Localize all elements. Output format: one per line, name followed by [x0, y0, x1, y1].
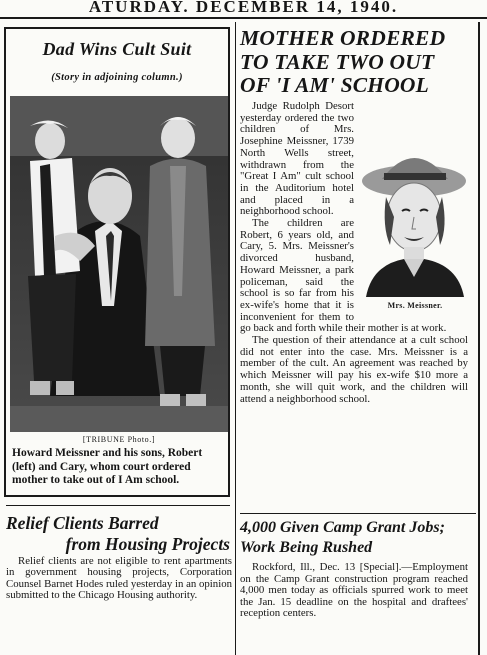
masthead-rule: [0, 17, 487, 19]
left-column-rule: [6, 505, 230, 506]
column-divider: [235, 22, 236, 655]
relief-headline-line-1: Relief Clients Barred: [6, 513, 159, 533]
portrait-caption: Mrs. Meissner.: [387, 301, 443, 310]
main-headline-line-1: MOTHER ORDERED: [240, 26, 446, 50]
relief-story-body: Relief clients are not eligible to rent apartments in government housing projects, Corporation Counsel Barnet Hodes ruled yesterday in an opinion submitted to the Chicago Housing authority.: [6, 555, 232, 602]
main-story-paragraph-1: Judge Rudolph Desort yesterday ordered the two children of Mrs. Josephine Meissner, 1739 North Wells street, withdrawn from the "Great I Am" cult school in the Auditorium hotel and placed in a neighborhood school.: [240, 100, 354, 218]
relief-headline-line-2: from Housing Projects: [65, 534, 230, 554]
main-headline-line-2: TO TAKE TWO OUT: [240, 49, 435, 74]
masthead-date-line: ATURDAY. DECEMBER 14, 1940.: [88, 0, 399, 16]
photo-caption: Howard Meissner and his sons, Robert (left) and Cary, whom court ordered mother to take out of I Am school.: [12, 447, 203, 486]
camp-story-body: Rockford, Ill., Dec. 13 [Special].—Employment on the Camp Grant construction program reached 4,000 men today as officials spurred work to meet the Jan. 15 deadline on the hospital and draftees' reception centers.: [240, 561, 468, 619]
right-column-rule: [240, 513, 476, 514]
main-story-paragraph-3: The question of their attendance at a cult school did not enter into the case. Mrs. Meissner is a member of the cult. An agreement was reached by which Meissner will pay his ex-wife $10 more a month, she will quit work, and the children will attend a neighborhood school.: [240, 334, 468, 405]
relief-story-headline: [6, 513, 232, 555]
main-story-paragraph-2: The children are Robert, 6 years old, and Cary, 5. Mrs. Meissner's divorced husband, Howard Meissner, a park policeman, said the school is so far from his ex-wife's home that it is inconvenient for them to go back and forth while their mother is at work.: [240, 217, 447, 335]
portrait-figure: [362, 137, 468, 313]
photo-feature-subline: (Story in adjoining column.): [51, 72, 183, 83]
photo-feature-box: [4, 27, 230, 497]
family-photo-image: [10, 96, 228, 432]
main-story-headline: [240, 27, 474, 98]
family-photo: [10, 96, 228, 432]
portrait-drawing: [362, 137, 468, 297]
main-story-body: [240, 101, 468, 405]
right-edge-rule: [478, 22, 480, 655]
photo-credit: [TRIBUNE Photo.]: [82, 435, 156, 444]
main-headline-line-3: OF 'I AM' SCHOOL: [240, 73, 429, 97]
portrait-image: [362, 137, 468, 297]
camp-story-headline: 4,000 Given Camp Grant Jobs; Work Being Rushed: [240, 519, 445, 556]
photo-feature-headline: Dad Wins Cult Suit: [42, 39, 192, 59]
